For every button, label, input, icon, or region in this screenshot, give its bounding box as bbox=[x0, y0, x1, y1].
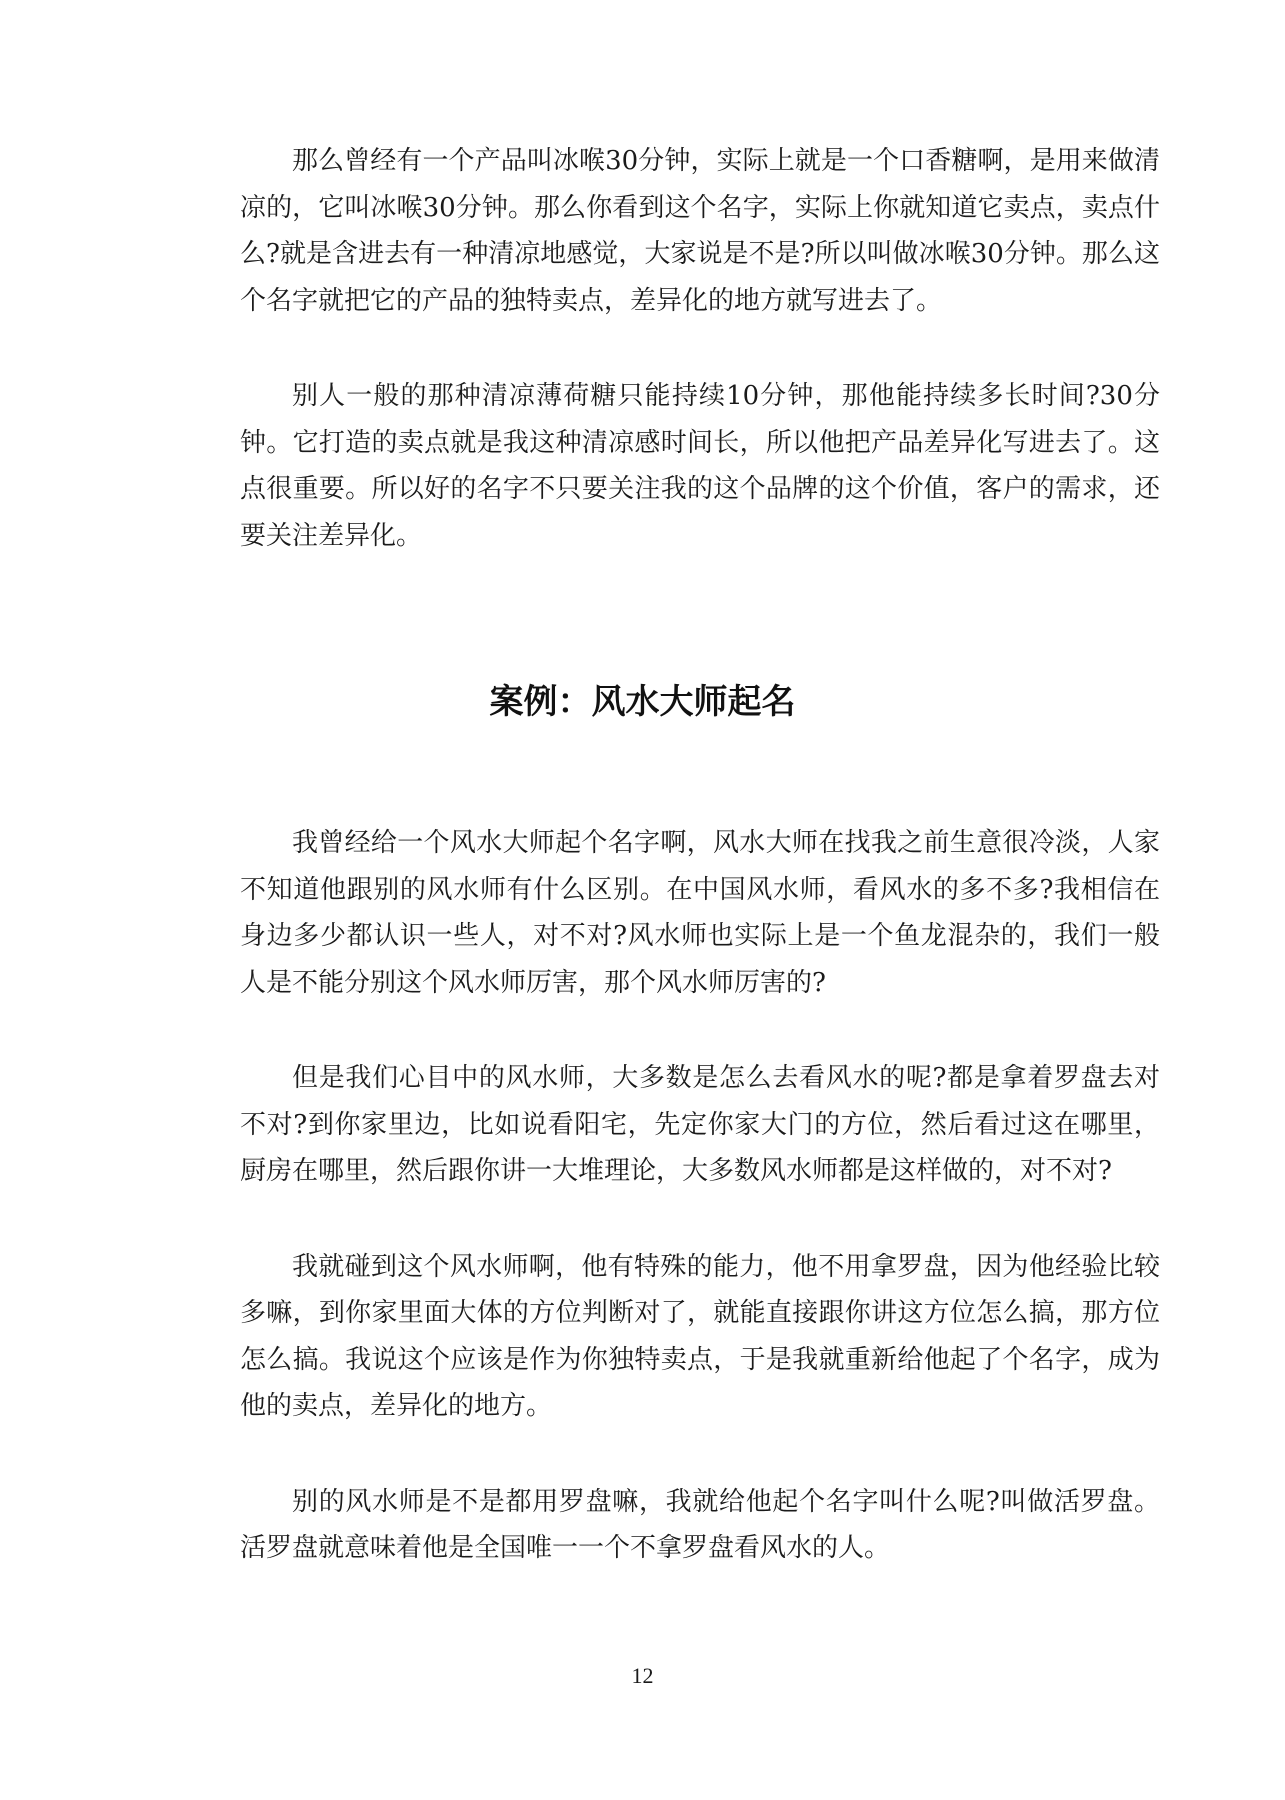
section-text-block bbox=[240, 820, 1160, 1572]
paragraph: 别的风水师是不是都用罗盘嘛，我就给他起个名字叫什么呢?叫做活罗盘。活罗盘就意味着他是全国唯一一个不拿罗盘看风水的人。 bbox=[240, 1486, 1160, 1563]
section-heading: 案例：风水大师起名 bbox=[489, 682, 796, 722]
paragraph: 那么曾经有一个产品叫冰喉30分钟，实际上就是一个口香糖啊，是用来做清凉的，它叫冰喉30分钟。那么你看到这个名字，实际上你就知道它卖点，卖点什么?就是含进去有一种清凉地感觉，大家说是不是?所以叫做冰喉30分钟。那么这个名字就把它的产品的独特卖点，差异化的地方就写进去了。 bbox=[240, 146, 1160, 316]
paragraph: 别人一般的那种清凉薄荷糖只能持续10分钟，那他能持续多长时间?30分钟。它打造的卖点就是我这种清凉感时间长，所以他把产品差异化写进去了。这点很重要。所以好的名字不只要关注我的这个品牌的这个价值，客户的需求，还要关注差异化。 bbox=[240, 381, 1160, 551]
paragraph: 但是我们心目中的风水师，大多数是怎么去看风水的呢?都是拿着罗盘去对不对?到你家里边，比如说看阳宅，先定你家大门的方位，然后看过这在哪里，厨房在哪里，然后跟你讲一大堆理论，大多数风水师都是这样做的，对不对? bbox=[240, 1063, 1160, 1186]
page-number: 12 bbox=[631, 1663, 654, 1688]
paragraph: 我就碰到这个风水师啊，他有特殊的能力，他不用拿罗盘，因为他经验比较多嘛，到你家里面大体的方位判断对了，就能直接跟你讲这方位怎么搞，那方位怎么搞。我说这个应该是作为你独特卖点，于是我就重新给他起了个名字，成为他的卖点，差异化的地方。 bbox=[240, 1251, 1160, 1421]
paragraph: 我曾经给一个风水大师起个名字啊，风水大师在找我之前生意很冷淡，人家不知道他跟别的风水师有什么区别。在中国风水师，看风水的多不多?我相信在身边多少都认识一些人，对不对?风水师也实际上是一个鱼龙混杂的，我们一般人是不能分别这个风水师厉害，那个风水师厉害的? bbox=[240, 828, 1160, 998]
top-text-block bbox=[240, 138, 1160, 559]
